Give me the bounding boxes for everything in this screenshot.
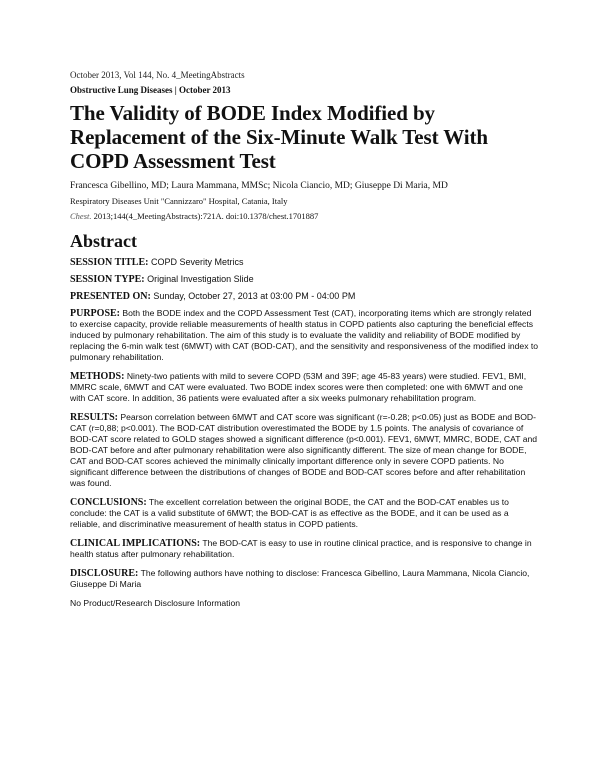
citation-details: 2013;144(4_MeetingAbstracts):721A. doi:10.1378/chest.1701887 [91, 211, 319, 221]
presented-on [70, 291, 540, 302]
article-page [70, 70, 540, 617]
session-title-label: SESSION TITLE: [70, 257, 149, 268]
session-type-value: Original Investigation Slide [144, 274, 254, 284]
no-product-note: No Product/Research Disclosure Information [70, 598, 241, 608]
disclosure-paragraph [70, 568, 540, 590]
clinical-text: The BOD-CAT is easy to use in routine clinical practice, and is responsive to change in health status after pulmonary rehabilitation. [70, 538, 532, 559]
clinical-label: CLINICAL IMPLICATIONS: [70, 538, 201, 549]
methods-label: METHODS: [70, 371, 125, 382]
session-type-label: SESSION TYPE: [70, 274, 145, 285]
purpose-label: PURPOSE: [70, 308, 120, 319]
disclosure-label: DISCLOSURE: [70, 568, 139, 579]
citation-journal[interactable]: Chest. [70, 211, 92, 221]
article-title: The Validity of BODE Index Modified by Replacement of the Six-Minute Walk Test With COPD Assessment Test [70, 101, 488, 173]
affiliation: Respiratory Diseases Unit "Cannizzaro" Hospital, Catania, Italy [70, 196, 288, 206]
citation [70, 211, 540, 221]
clinical-implications-paragraph [70, 538, 540, 560]
results-text: Pearson correlation between 6MWT and CAT score was significant (r=-0.28; p<0.05) just as BODE and BOD-CAT (r=0,88; p<0.001). The BOD-CAT distribution overestimated the BODE by 1.5 points. The analysis of covariance of BOD-CAT score related to GOLD stages showed a significant difference (p<0.001). FEV1, 6MWT, MMRC, BODE, CAT and BOD-CAT before and after pulmonary rehabilitation were also significantly different. The size of mean change for BODE, CAT and BOD-CAT scores achieved the minimally clinically important difference only in severe COPD patients. No significant difference between the distributions of changes of BODE and BOD-CAT scores before and after rehabilitation was found. [70, 412, 538, 488]
author-list: Francesca Gibellino, MD; Laura Mammana, MMSc; Nicola Ciancio, MD; Giuseppe Di Maria, MD [70, 181, 448, 191]
methods-paragraph [70, 371, 540, 404]
session-type [70, 274, 540, 285]
conclusions-text: The excellent correlation between the original BODE, the CAT and the BOD-CAT enables us to conclude: the CAT is a valid substitute of 6MWT; the BOD-CAT is as effective as the BODE, and it can be used as a reliable, and discriminative measurement of health status in COPD patients. [70, 497, 509, 529]
purpose-text: Both the BODE index and the COPD Assessment Test (CAT), incorporating items which are strongly related to exercise capacity, provide reliable measurements of health status in COPD patients also capturing the beneficial effects induced by pulmonary rehabilitation. The aim of this study is to evaluate the validity and reliability of BODE modified by replacing the 6-min walk test (6MWT) with CAT (BOD-CAT), and the sensitivity and responsiveness of the modified index to pulmonary rehabilitation. [70, 308, 539, 362]
conclusions-label: CONCLUSIONS: [70, 497, 147, 508]
purpose-paragraph [70, 308, 540, 363]
conclusions-paragraph [70, 497, 540, 530]
session-title-value: COPD Severity Metrics [148, 257, 244, 267]
presented-value: Sunday, October 27, 2013 at 03:00 PM - 04:00 PM [150, 291, 356, 301]
issue-line: October 2013, Vol 144, No. 4_MeetingAbstracts [70, 70, 245, 80]
methods-text: Ninety-two patients with mild to severe COPD (53M and 39F; age 45-83 years) were studied. FEV1, BMI, MMRC scale, 6MWT and CAT were evaluated. Two BODE index scores were then completed: one with 6MWT and one with CAT score. In addition, 36 patients were evaluated after a six weeks pulmonary rehabilitation program. [70, 371, 527, 403]
results-label: RESULTS: [70, 412, 118, 423]
session-title [70, 257, 540, 268]
presented-label: PRESENTED ON: [70, 291, 151, 302]
category-line[interactable]: Obstructive Lung Diseases | October 2013 [70, 85, 231, 95]
abstract-heading: Abstract [70, 231, 137, 251]
disclosure-text: The following authors have nothing to disclose: Francesca Gibellino, Laura Mammana, Nicola Ciancio, Giuseppe Di Maria [70, 568, 530, 589]
results-paragraph [70, 412, 540, 489]
